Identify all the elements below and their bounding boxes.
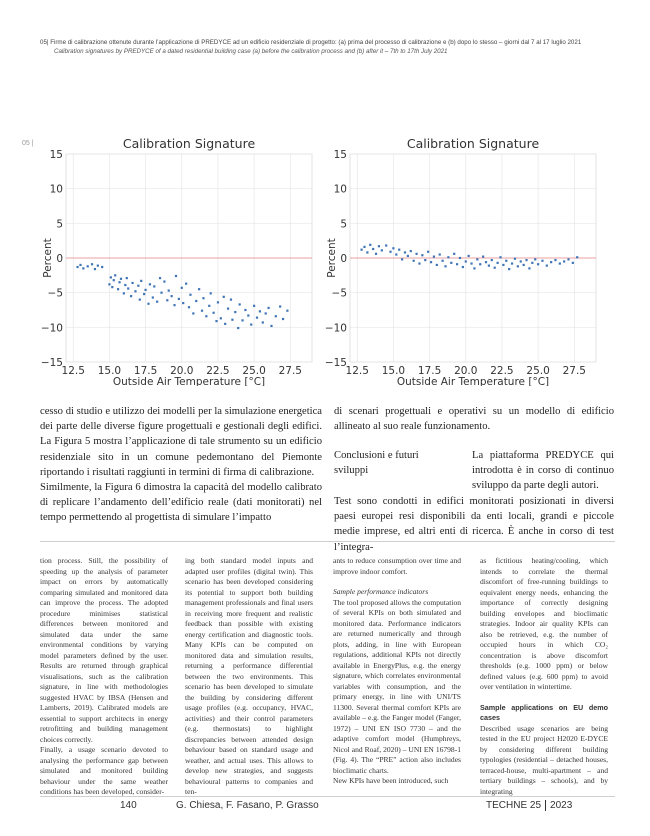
data-point [153,285,155,287]
y-tick-label: 10 [333,183,347,196]
data-point [149,283,151,285]
data-point [118,281,120,283]
data-point [444,265,446,267]
data-point [360,249,362,251]
chart-title: Calibration Signature [406,136,540,151]
data-point [523,264,525,266]
data-point [366,251,368,253]
data-point [410,250,412,252]
data-point [168,289,170,291]
body-left-column [40,404,322,526]
data-point [208,305,210,307]
data-point [91,263,93,265]
data-point [511,262,513,264]
data-point [473,267,475,269]
data-point [210,292,212,294]
divider [40,541,615,542]
data-point [181,287,183,289]
data-point [101,266,103,268]
data-point [567,258,569,260]
figure-label: 05 | [22,140,34,147]
data-point [433,256,435,258]
data-point [231,319,233,321]
data-point [546,265,548,267]
data-point [576,256,578,258]
journal-name: TECHNE [486,800,528,812]
english-text: ants to reduce consumption over time and improve indoor comfort. [333,556,461,576]
data-point [282,318,284,320]
y-tick-label: −15 [324,357,347,369]
y-axis-label: Percent [326,238,338,278]
figure-caption [40,38,600,56]
english-text: ing both standard model inputs and adapted user profiles (digital twin). This scenario has been developed considering its potential to support both building management professionals and final users in receiving more frequent and realistic feedback than possible with existing energy certification and diagnostic tools. Many KPIs can be computed on monitored data and simulation results, returning a performance differential between the two environments. This scenario has been developed to simulate the building by considering different usage profiles (e.g. occupancy, HVAC, activities) and their control parameters (e.g. thermostats) to highlight discrepancies between attended design behaviour based on standard usage and weather, and actual uses. This allows to develop new strategies, and suggests behavioural patterns to companies and ten- [185,556,313,796]
x-tick-label: 12.5 [345,365,369,377]
english-text: tion process. Still, the possibility of speeding up the analysis of parameter impact on errors by automatically comparing simulated and monitored data can improve the process. The adopted procedure minimises statistical differences between monitored and simulated data under the same environmental conditions by varying model parameters defined by the user. Results are returned through graphical visualisations, such as the calibration signature, in line with methodologies suggested HVAC by IBSA (Hensen and Lamberts, 2019). Calibrated models are essential to support architects in energy retrofitting and building management choices correctly. [40,556,168,744]
data-point [188,306,190,308]
y-axis-label: Percent [42,238,54,278]
data-point [265,312,267,314]
english-text: as fictitious heating/cooling, which intends to correlate the thermal discomfort of free-running buildings to equivalent energy needs, enhancing the importance of correctly designing building envelopes and bioclimatic strategies. Indoor air quality KPIs can also be retrieved, e.g. the number of occupied hours in which CO₂ concentration is above discomfort thresholds (e.g. 1000 ppm) or below defined values (e.g. 600 ppm) to avoid over ventilation in wintertime. [480,556,608,691]
y-tick-label: 0 [56,253,63,265]
data-point [126,277,128,279]
data-point [111,286,113,288]
data-point [237,327,239,329]
y-tick-label: 5 [340,218,347,231]
body-paragraph: Similmente, la Figura 6 dimostra la capacità del modello calibrato di replicare l’andamento dell’edificio reale (dati monitorati) nel tempo permettendo al progettista di simulare l’impatto [40,482,322,524]
data-point [531,262,533,264]
data-point [456,263,458,265]
data-point [198,288,200,290]
y-tick-label: −5 [47,287,63,300]
data-point [525,259,527,261]
footer-divider [40,796,615,797]
data-point [413,260,415,262]
english-text: New KPIs have been introduced, such [333,776,449,785]
data-point [234,311,236,313]
data-point [418,262,420,264]
data-point [134,290,136,292]
y-tick-label: 5 [56,218,63,231]
data-point [215,320,217,322]
section-heading: Conclusioni e futuri sviluppi [334,450,419,477]
data-point [230,299,232,301]
data-point [468,255,470,257]
data-point [537,263,539,265]
data-point [447,256,449,258]
y-tick-label: 0 [340,253,347,265]
x-tick-label: 27.5 [562,365,586,377]
english-subheading: Sample applications on EU demo cases [480,702,608,722]
data-point [427,251,429,253]
data-point [256,317,258,319]
caption-italian: 05| Firme di calibrazione ottenute durante l’applicazione di PREDYCE ad un edificio residenziale di progetto: (a) prima del processo di calibrazione e (b) dopo lo stesso – giorni dal 7 al 17 luglio 2021 [40,39,582,46]
data-point [97,265,99,267]
x-tick-label: 17.5 [133,365,158,377]
data-point [528,267,530,269]
english-text: Finally, a usage scenario devoted to analysing the performance gap between simulated and monitored building behaviour under the same weather conditions has been developed, consider- [40,745,168,796]
footer-separator [545,800,546,811]
body-paragraph: Test sono condotti in edifici monitorati posizionati in diversi paesi europei resi disponibili da enti locali, grandi e piccole medie imprese, ed altri enti di ricerca. È anche in corso di test l’integra- [334,496,614,553]
data-point [439,253,441,255]
data-point [378,245,380,247]
data-point [108,283,110,285]
heading-side-text: La piattaforma PREDYCE qui introdotta è in corso di continuo sviluppo da parte degli autori. [472,450,614,492]
data-point [369,244,371,246]
data-point [392,247,394,249]
x-axis-label: Outside Air Temperature [°C] [112,376,266,386]
data-point [363,246,365,248]
x-tick-label: 25.0 [242,365,266,377]
data-point [450,262,452,264]
data-point [144,289,146,291]
data-point [415,253,417,255]
data-point [213,312,215,314]
data-point [476,258,478,260]
data-point [79,264,81,266]
data-point [160,292,162,294]
data-point [189,294,191,296]
data-point [127,287,129,289]
data-point [82,267,84,269]
data-point [224,323,226,325]
data-point [185,283,187,285]
english-column-2 [185,556,313,798]
data-point [192,312,194,314]
data-point [442,260,444,262]
data-point [554,259,556,261]
english-column-3 [333,556,461,787]
calibration-chart-before [36,136,318,386]
data-point [159,277,161,279]
data-point [502,264,504,266]
english-text: The tool proposed allows the computation of several KPIs on both simulated and monitored data. Performance indicators are returned numerically and through plots, adding, in line with European regulations, additional KPIs not directly available in EnergyPlus, e.g. the energy signature, which correlates environmental variables with consumption, and the primary energy, in line with UNI/TS 11300. Several thermal comfort KPIs are available – e.g. the Fanger model (Fanger, 1972) – UNI EN ISO 7730 – and the adaptive comfort model (Humphreys, Nicol and Roaf, 2020) – UNI EN 16798-1 (Fig. 4). The “PRE” action also includes bioclimatic charts. [333,597,461,775]
data-point [514,258,516,260]
chart-title: Calibration Signature [122,136,256,151]
data-point [163,280,165,282]
body-paragraph: di scenari progettuali e operativi su un modello di edificio allineato al suo reale funzionamento. [334,406,614,433]
data-point [559,262,561,264]
data-point [114,274,116,276]
data-point [178,298,180,300]
data-point [550,261,552,263]
data-point [470,262,472,264]
english-column-4 [480,556,608,797]
data-point [430,261,432,263]
page-number: 140 [120,800,137,811]
issue-number: 25 [529,800,542,812]
data-point [482,256,484,258]
data-point [259,310,261,312]
data-point [171,295,173,297]
data-point [572,262,574,264]
data-point [182,302,184,304]
data-point [131,282,133,284]
data-point [407,255,409,257]
data-point [499,256,501,258]
y-tick-label: 15 [49,149,63,161]
x-tick-label: 15.0 [97,365,122,377]
data-point [436,264,438,266]
y-tick-label: −10 [40,322,63,335]
data-point [241,319,243,321]
data-point [279,305,281,307]
data-point [173,304,175,306]
data-point [462,266,464,268]
data-point [488,265,490,267]
data-point [479,263,481,265]
data-point [267,307,269,309]
data-point [497,262,499,264]
data-point [166,299,168,301]
footer-year: 2023 [550,800,573,812]
y-tick-label: 10 [49,183,63,196]
data-point [465,260,467,262]
data-point [270,325,272,327]
data-point [250,323,252,325]
data-point [401,258,403,260]
data-point [202,297,204,299]
data-point [372,248,374,250]
data-point [152,296,154,298]
data-point [541,260,543,262]
chart-svg-before [36,136,318,386]
caption-english: Calibration signatures by PREDYCE of a dated residential building case (a) before the calibration process and (b) after it – 7th to 17th July 2021 [54,48,448,55]
data-point [398,249,400,251]
footer-authors: G. Chiesa, F. Fasano, P. Grasso [176,800,319,811]
english-column-1 [40,556,168,798]
data-point [424,259,426,261]
chart-svg-after [320,136,602,386]
data-point [124,284,126,286]
x-tick-label: 12.5 [61,365,85,377]
data-point [505,260,507,262]
data-point [389,251,391,253]
x-tick-label: 22.5 [206,365,230,377]
data-point [120,278,122,280]
data-point [494,267,496,269]
data-point [76,266,78,268]
data-point [485,261,487,263]
data-point [262,321,264,323]
x-axis-label: Outside Air Temperature [°C] [396,376,550,386]
x-tick-label: 17.5 [417,365,442,377]
data-point [244,309,246,311]
data-point [395,253,397,255]
data-point [201,310,203,312]
data-point [517,265,519,267]
data-point [534,258,536,260]
data-point [421,254,423,256]
x-tick-label: 27.5 [278,365,302,377]
data-point [253,305,255,307]
data-point [156,301,158,303]
english-text: Described usage scenarios are being tested in the EU project H2020 E-DYCE by considering different building typologies (residential – detached houses, terraced-house, multi-apartment – and tertiary buildings – schools), and by integrating [480,723,608,796]
body-paragraph: cesso di studio e utilizzo dei modelli per la simulazione energetica dei parte delle diverse figure progettuali e gestionali degli edifici. La Figura 5 mostra l’applicazione di tale strumento su un edificio residenziale sito in un comune pedemontano del Piemonte riportando i risultati raggiunti in termini di firma di calibrazione. [40,406,322,478]
x-tick-label: 25.0 [526,365,550,377]
data-point [239,303,241,305]
y-tick-label: −5 [331,287,347,300]
data-point [175,275,177,277]
data-point [143,293,145,295]
data-point [275,315,277,317]
data-point [147,303,149,305]
data-point [223,296,225,298]
body-right-column [334,404,614,434]
data-point [110,276,112,278]
data-point [459,257,461,259]
data-point [117,288,119,290]
data-point [195,300,197,302]
x-tick-label: 15.0 [381,365,406,377]
data-point [87,265,89,267]
x-tick-label: 22.5 [490,365,514,377]
data-point [491,259,493,261]
calibration-chart-after [320,136,602,386]
data-point [453,253,455,255]
data-point [563,260,565,262]
data-point [205,315,207,317]
data-point [520,260,522,262]
data-point [385,244,387,246]
english-subheading: Sample performance indicators [333,587,429,596]
x-tick-label: 20.0 [170,365,194,377]
data-point [123,292,125,294]
data-point [220,317,222,319]
x-tick-label: 20.0 [454,365,478,377]
data-point [286,310,288,312]
data-point [139,299,141,301]
data-point [113,279,115,281]
data-point [130,295,132,297]
data-point [247,314,249,316]
data-point [217,301,219,303]
data-point [375,253,377,255]
data-point [508,268,510,270]
data-point [227,308,229,310]
footer-journal [486,800,572,811]
data-point [137,285,139,287]
data-point [94,268,96,270]
y-tick-label: 15 [333,149,347,161]
y-tick-label: −10 [324,322,347,335]
data-point [381,249,383,251]
y-tick-label: −15 [40,357,63,369]
data-point [404,251,406,253]
data-point [140,280,142,282]
